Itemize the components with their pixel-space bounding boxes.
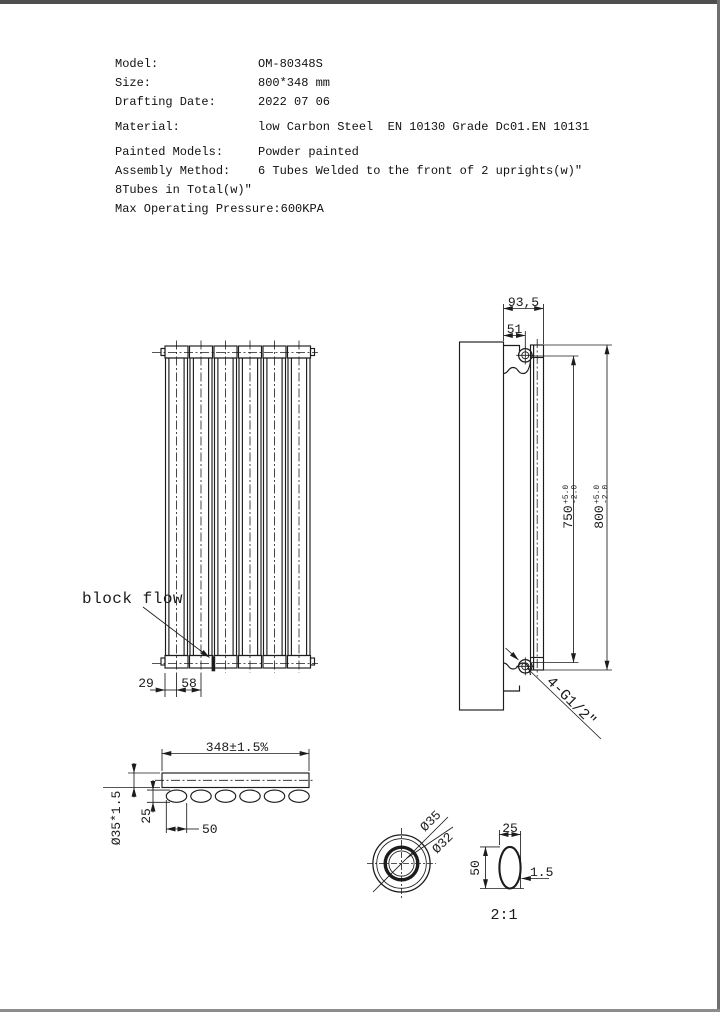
wall-bracket-top (504, 346, 531, 374)
detail-wall-label: 1.5 (530, 865, 554, 880)
dim-d35-label: Ø35*1.5 (109, 790, 124, 846)
dim-800-minus-tol: -2.0 (601, 484, 611, 504)
header-tube-dimension (103, 763, 160, 845)
width-dimension (162, 740, 309, 771)
dim-29-label: 29 (138, 676, 154, 691)
spec-label: Size: (115, 76, 152, 90)
wall-bracket-bottom (504, 663, 531, 691)
radiator-tube (263, 341, 286, 673)
depth-dimension (139, 780, 170, 824)
radiator-tube (239, 341, 262, 673)
detail-round-section (367, 808, 456, 899)
spec-value: Powder painted (258, 145, 359, 159)
spec-label: Drafting Date: (115, 95, 216, 109)
radiator-tube (214, 341, 237, 673)
dim-348-label: 348±1.5% (205, 740, 269, 755)
bottom-view (103, 740, 313, 845)
spec-label: Model: (115, 57, 159, 71)
end-plug (311, 658, 315, 665)
block-flow-label: block flow (82, 590, 184, 608)
dim-25-label: 25 (139, 808, 154, 824)
tube-width-dimension (166, 800, 217, 837)
dim-750-label: 750 (561, 505, 576, 529)
end-plug (161, 349, 165, 356)
spec-value: 800*348 mm (258, 76, 331, 90)
dim-800-plus-tol: +5.0 (593, 484, 602, 504)
spec-label: Material: (115, 120, 180, 134)
detail-oval-section (468, 821, 553, 924)
radiator-tube (190, 341, 213, 673)
brick-wall (460, 342, 504, 710)
detail-25-label: 25 (502, 821, 518, 836)
detail-50-label: 50 (468, 860, 483, 876)
front-dimensions (138, 673, 201, 697)
dim-750-minus-tol: -2.0 (570, 484, 580, 504)
front-view (82, 341, 318, 698)
spec-value: low Carbon Steel EN 10130 Grade Dc01.EN 10131 (258, 120, 590, 134)
spec-label: Assembly Method: (115, 164, 231, 178)
radiator-profile (531, 339, 544, 677)
dia-32-label: Ø32 (429, 829, 457, 857)
dim-800-label: 800 (592, 505, 607, 529)
dim-51-label: 51 (506, 322, 523, 337)
dim-750-plus-tol: +5.0 (562, 484, 571, 504)
dim-93-5-label: 93,5 (507, 295, 540, 310)
oval-tube-section (499, 847, 520, 889)
radiator-tube (288, 341, 311, 673)
spec-label: 8Tubes in Total(w)″ (115, 183, 252, 197)
radiator-tubes (165, 341, 311, 673)
spec-value: 6 Tubes Welded to the front of 2 uprights(w)″ (258, 164, 583, 178)
flow-blocker-mark (212, 657, 216, 672)
spec-value: OM-80348S (258, 57, 323, 71)
dim-58-label: 58 (181, 676, 197, 691)
connection-label: 4-G1/2″ (542, 673, 600, 731)
side-view (460, 295, 613, 739)
spec-label: Painted Models: (115, 145, 224, 159)
spec-value: 600KPA (280, 202, 324, 216)
dia-35-label: Ø35 (417, 807, 445, 835)
dim-50-label: 50 (202, 822, 218, 837)
spec-label: Max Operating Pressure: (115, 202, 281, 216)
tube-sections (166, 790, 309, 802)
end-plug (311, 349, 315, 356)
detail-scale-label: 2:1 (490, 907, 518, 924)
spec-value: 2022 07 06 (258, 95, 331, 109)
radiator-tube (165, 341, 188, 673)
end-plug (161, 658, 165, 665)
